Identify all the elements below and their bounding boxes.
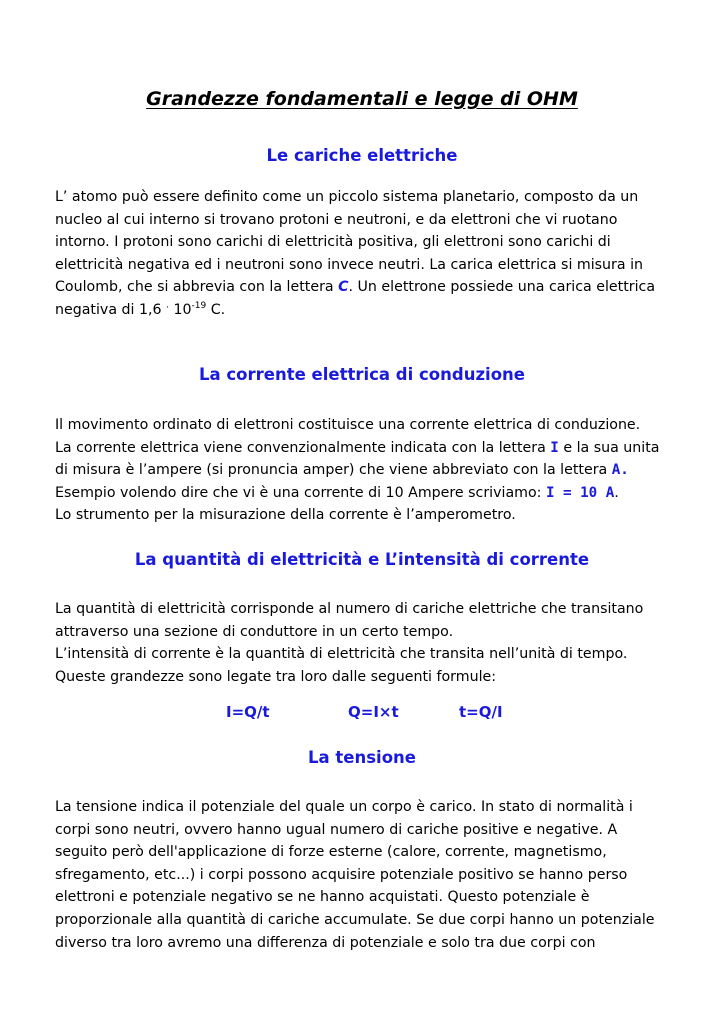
formula-time: t=Q/I (459, 703, 503, 721)
formula-charge: Q=I×t (348, 703, 399, 721)
paragraph-tensione (55, 796, 685, 954)
text-line (55, 482, 685, 505)
text-line (55, 459, 685, 482)
exponent: -19 (191, 300, 207, 311)
coulomb-symbol: C (338, 279, 349, 296)
section-heading-quantita: La quantità di elettricità e L’intensità di corrente (134, 550, 590, 569)
text-line: Lo strumento per la misurazione della corrente è l’amperometro. (55, 507, 516, 524)
text-span: negativa di 1,6 (55, 301, 167, 318)
text-line: proporzionale alla quantità di cariche accumulate. Se due corpi hanno un potenziale (55, 911, 655, 928)
text-line (55, 276, 685, 299)
text-line: intorno. I protoni sono carichi di elettricità positiva, gli elettroni sono carichi di (55, 234, 611, 251)
text-line: elettricità negativa ed i neutroni sono invece neutri. La carica elettrica si misura in (55, 256, 644, 273)
text-line: La tensione indica il potenziale del quale un corpo è carico. In stato di normalità i (55, 799, 633, 815)
text-line: L’ atomo può essere definito come un piccolo sistema planetario, composto da un (55, 189, 639, 205)
text-span: C. (206, 301, 226, 318)
text-line: attraverso una sezione di conduttore in un certo tempo. (55, 623, 454, 640)
text-line: Queste grandezze sono legate tra loro dalle seguenti formule: (55, 668, 497, 685)
text-span: . Un elettrone possiede una carica elettrica (348, 279, 656, 296)
text-line: seguito però dell'applicazione di forze esterne (calore, corrente, magnetismo, (55, 844, 607, 861)
paragraph-corrente (55, 414, 685, 527)
section-heading-corrente: La corrente elettrica di conduzione (199, 365, 525, 384)
text-line: sfregamento, etc...) i corpi possono acquisire potenziale positivo se hanno perso (55, 866, 628, 883)
formula-row (0, 703, 724, 725)
current-symbol: I (550, 439, 559, 456)
text-line: diverso tra loro avremo una differenza di potenziale e solo tra due corpi con (55, 934, 596, 951)
text-span: . (614, 484, 619, 501)
text-line (55, 299, 685, 322)
text-line: La quantità di elettricità corrisponde al numero di cariche elettriche che transitano (55, 601, 644, 617)
text-span: Esempio volendo dire che vi è una corrente di 10 Ampere scriviamo: (55, 484, 546, 501)
example-formula: I = 10 A (545, 484, 615, 501)
text-line: corpi sono neutri, ovvero hanno ugual numero di cariche positive e negative. A (55, 821, 618, 838)
text-span: di misura è l’ampere (si pronuncia amper) che viene abbreviato con la lettera (55, 462, 612, 479)
paragraph-quantita (55, 598, 685, 688)
text-line (55, 437, 685, 460)
page-title: Grandezze fondamentali e legge di OHM (146, 88, 578, 110)
text-line: Il movimento ordinato di elettroni costituisce una corrente elettrica di conduzione. (55, 417, 641, 433)
formula-current: I=Q/t (226, 703, 270, 721)
section-heading-tensione: La tensione (308, 748, 416, 767)
text-line: L’intensità di corrente è la quantità di elettricità che transita nell’unità di tempo. (55, 646, 628, 663)
text-span: e la sua unita (558, 439, 660, 456)
text-span: Coulomb, che si abbrevia con la lettera (55, 279, 339, 296)
text-span: La corrente elettrica viene convenzionalmente indicata con la lettera (55, 439, 551, 456)
paragraph-cariche (55, 186, 685, 322)
text-line: elettroni e potenziale negativo se ne hanno acquistati. Questo potenziale è (55, 889, 590, 906)
text-span: 10 (168, 301, 192, 318)
multiplication-dot: · (166, 302, 169, 313)
section-heading-cariche: Le cariche elettriche (266, 146, 458, 165)
ampere-symbol: A. (611, 462, 629, 479)
text-line: nucleo al cui interno si trovano protoni e neutroni, e da elettroni che vi ruotano (55, 211, 618, 228)
